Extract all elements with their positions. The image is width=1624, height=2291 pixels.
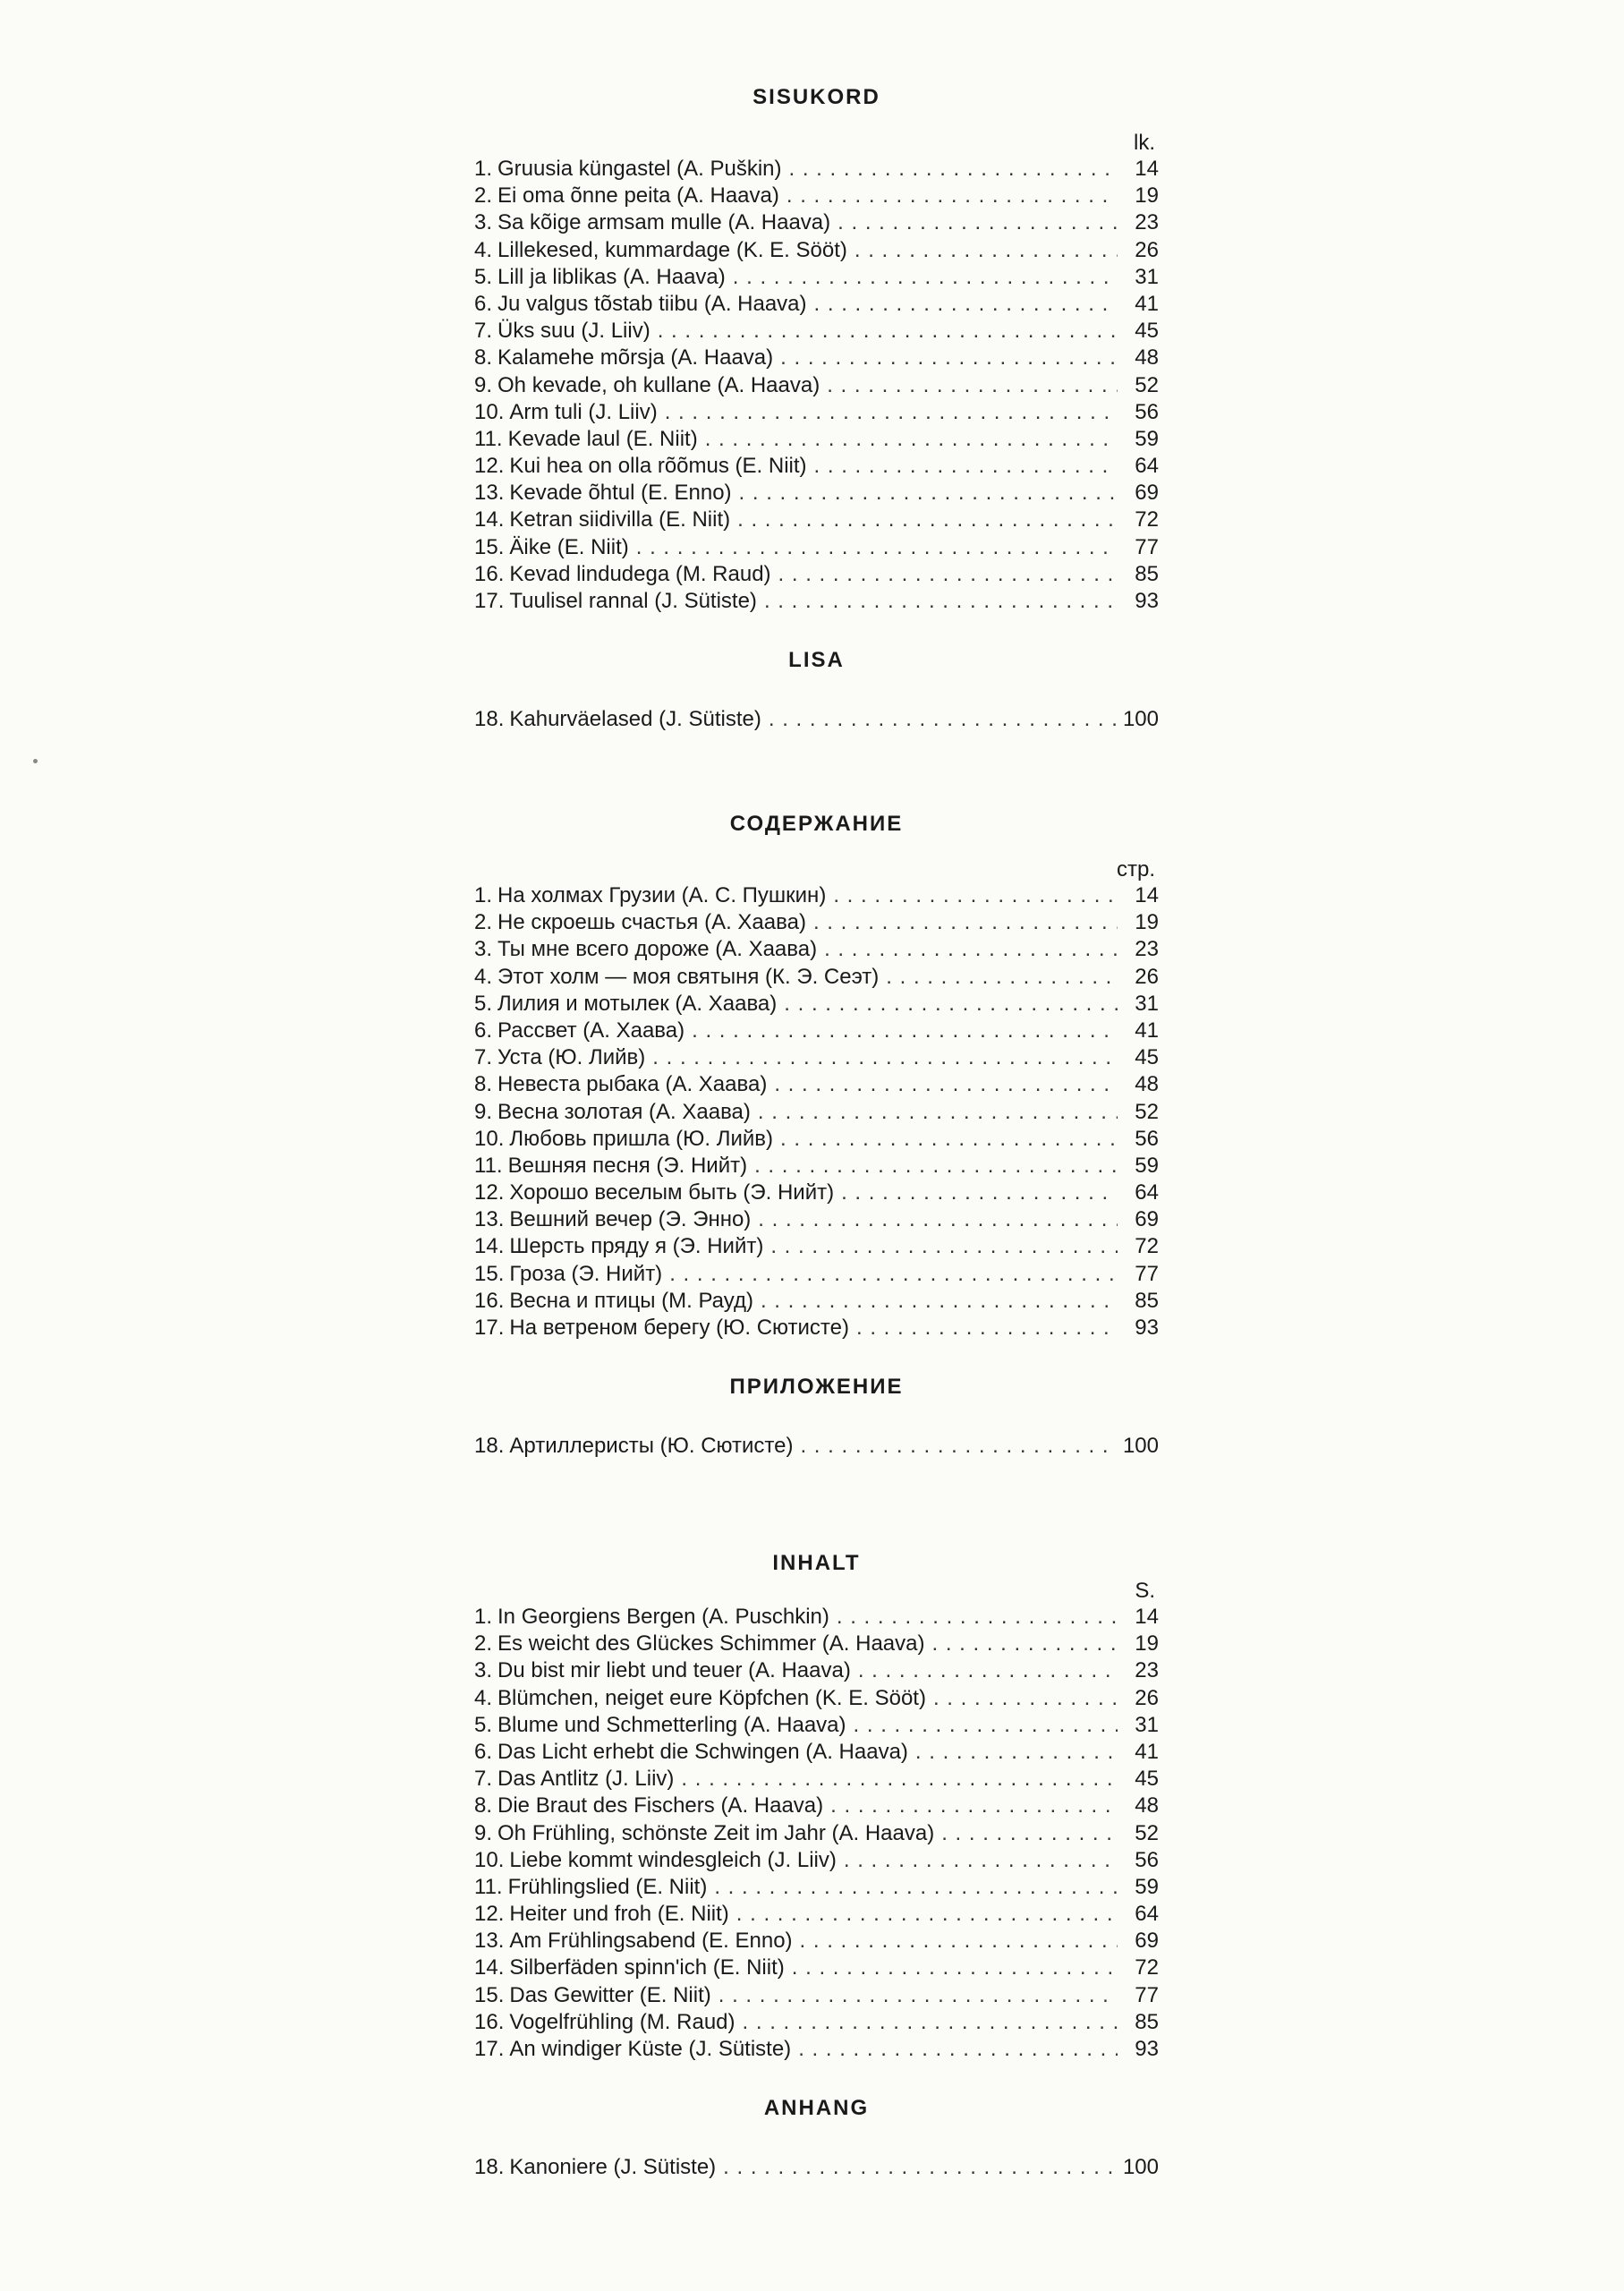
- dot-leader: [665, 399, 1118, 426]
- entry-title: Gruusia küngastel (A. Puškin): [497, 157, 782, 181]
- dot-leader: [813, 909, 1118, 936]
- entry-title: In Georgiens Bergen (A. Puschkin): [497, 1605, 829, 1629]
- dot-leader: [636, 534, 1118, 561]
- entry-page-number: 77: [1135, 534, 1159, 559]
- entry-number: 9.: [474, 1099, 493, 1124]
- toc-entry: [474, 1712, 1159, 1739]
- appendix-list: [474, 706, 1159, 733]
- entry-number: 16.: [474, 1288, 505, 1313]
- entry-page-number: 52: [1135, 372, 1159, 397]
- entry-title: Oh kevade, oh kullane (A. Haava): [497, 372, 821, 397]
- toc-entry: [474, 1206, 1159, 1233]
- entry-title: Tuulisel rannal (J. Sütiste): [509, 589, 757, 613]
- entry-page-number: 85: [1135, 2009, 1159, 2034]
- dot-leader: [780, 1126, 1118, 1153]
- entry-title: Am Frühlingsabend (E. Enno): [509, 1929, 793, 1954]
- entry-page-number: 72: [1135, 1234, 1159, 1259]
- entry-page-number: 56: [1135, 1126, 1159, 1151]
- entry-title: Шерсть пряду я (Э. Нийт): [509, 1234, 764, 1259]
- entry-page-number: 59: [1135, 1874, 1159, 1899]
- entry-number: 2.: [474, 910, 493, 935]
- entry-title: Lill ja liblikas (A. Haava): [497, 264, 726, 289]
- entry-title: Silberfäden spinn'ich (E. Niit): [509, 1955, 785, 1980]
- entry-title: Es weicht des Glückes Schimmer (A. Haava): [497, 1631, 925, 1657]
- appendix-list: [474, 2154, 1159, 2181]
- dot-leader: [858, 1657, 1118, 1684]
- toc-entry: [474, 1180, 1159, 1206]
- toc-entry: [474, 991, 1159, 1018]
- entry-number: 14.: [474, 507, 505, 532]
- toc-section-russian: [474, 811, 1159, 1460]
- dot-leader: [761, 1288, 1118, 1315]
- entry-page-number: 23: [1135, 210, 1159, 235]
- toc-entry: [474, 1901, 1159, 1928]
- toc-entry: [474, 372, 1159, 399]
- appendix-heading: ПРИЛОЖЕНИЕ: [729, 1375, 904, 1400]
- entry-title: Уста (Ю. Лийв): [497, 1045, 646, 1070]
- dot-leader: [669, 1261, 1118, 1288]
- dot-leader: [933, 1685, 1118, 1712]
- entry-page-number: 64: [1135, 1902, 1159, 1927]
- dot-leader: [800, 1433, 1115, 1460]
- toc-entry: [474, 534, 1159, 561]
- dot-leader: [718, 1982, 1118, 2009]
- entry-title: Не скроешь счастья (А. Хаава): [497, 910, 806, 935]
- entry-number: 17.: [474, 2037, 505, 2061]
- dot-leader: [784, 991, 1118, 1018]
- dot-leader: [705, 426, 1118, 453]
- entry-number: 13.: [474, 1207, 505, 1232]
- entry-page-number: 41: [1135, 1739, 1159, 1764]
- entry-page-number: 59: [1135, 1153, 1159, 1178]
- appendix-heading: ANHANG: [763, 2096, 870, 2121]
- toc-entry: [474, 561, 1159, 588]
- toc-entry: [474, 2036, 1159, 2063]
- entry-title: Любовь пришла (Ю. Лийв): [509, 1126, 774, 1151]
- entry-number: 4.: [474, 237, 493, 262]
- toc-entry: [474, 1657, 1159, 1684]
- entry-page-number: 72: [1135, 507, 1159, 532]
- entry-number: 4.: [474, 964, 493, 989]
- toc-entry: [474, 1766, 1159, 1793]
- entry-title: Kalamehe mõrsja (A. Haava): [497, 345, 774, 370]
- entry-title: Frühlingslied (E. Niit): [507, 1874, 708, 1899]
- entry-number: 1.: [474, 883, 493, 907]
- entry-page-number: 85: [1135, 1288, 1159, 1313]
- entry-number: 7.: [474, 1045, 493, 1070]
- entry-number: 18.: [474, 1434, 505, 1459]
- entry-title: Лилия и мотылек (А. Хаава): [497, 991, 778, 1016]
- dot-leader: [737, 507, 1118, 533]
- entry-number: 2.: [474, 183, 493, 209]
- entry-title: Ei oma õnne peita (A. Haava): [497, 183, 779, 209]
- entry-number: 12.: [474, 1902, 505, 1927]
- dot-leader: [838, 209, 1118, 236]
- entry-title: Рассвет (А. Хаава): [497, 1018, 685, 1043]
- entry-title: Весна и птицы (М. Рауд): [509, 1288, 753, 1313]
- entry-page-number: 48: [1135, 1072, 1159, 1097]
- dot-leader: [844, 1847, 1118, 1874]
- toc-entry: [474, 1153, 1159, 1180]
- entry-number: 8.: [474, 345, 493, 370]
- dot-leader: [841, 1180, 1118, 1206]
- toc-entry: [474, 209, 1159, 236]
- dot-leader: [854, 1712, 1118, 1739]
- entry-number: 9.: [474, 1820, 493, 1845]
- entry-number: 5.: [474, 264, 493, 289]
- entry-title: Das Antlitz (J. Liiv): [497, 1767, 675, 1792]
- entry-number: 7.: [474, 319, 493, 344]
- entry-page-number: 100: [1122, 2155, 1159, 2180]
- dot-leader: [856, 1315, 1118, 1341]
- entry-number: 18.: [474, 2155, 505, 2180]
- toc-entry: [474, 1793, 1159, 1819]
- dot-leader: [941, 1820, 1118, 1847]
- dot-leader: [758, 1206, 1118, 1233]
- toc-list: [474, 156, 1159, 615]
- entry-title: На ветреном берегу (Ю. Сютисте): [509, 1316, 849, 1340]
- entry-number: 5.: [474, 1712, 493, 1737]
- entry-page-number: 77: [1135, 1982, 1159, 2007]
- entry-number: 13.: [474, 481, 505, 506]
- entry-title: Die Braut des Fischers (A. Haava): [497, 1793, 824, 1818]
- toc-entry: [474, 264, 1159, 291]
- entry-page-number: 19: [1135, 183, 1159, 209]
- entry-page-number: 31: [1135, 1712, 1159, 1737]
- toc-entry: [474, 882, 1159, 909]
- entry-page-number: 100: [1122, 707, 1159, 732]
- entry-number: 15.: [474, 1982, 505, 2007]
- entry-page-number: 41: [1135, 1018, 1159, 1043]
- toc-entry: [474, 183, 1159, 209]
- entry-page-number: 48: [1135, 345, 1159, 370]
- section-heading: СОДЕРЖАНИЕ: [729, 812, 904, 836]
- entry-title: Kahurväelased (J. Sütiste): [509, 707, 761, 732]
- entry-page-number: 31: [1135, 991, 1159, 1016]
- entry-page-number: 14: [1135, 1605, 1159, 1629]
- toc-entry: [474, 1261, 1159, 1288]
- entry-number: 15.: [474, 534, 505, 559]
- toc-entry: [474, 706, 1159, 733]
- page-unit-label: lk.: [1134, 131, 1155, 155]
- toc-entry: [474, 1233, 1159, 1260]
- entry-title: Das Gewitter (E. Niit): [509, 1982, 711, 2007]
- entry-page-number: 26: [1135, 964, 1159, 989]
- dot-leader: [758, 1099, 1118, 1126]
- entry-title: На холмах Грузии (А. С. Пушкин): [497, 883, 827, 907]
- entry-title: Ketran siidivilla (E. Niit): [509, 507, 731, 532]
- dot-leader: [886, 964, 1118, 991]
- entry-page-number: 45: [1135, 1767, 1159, 1792]
- entry-page-number: 93: [1135, 589, 1159, 613]
- entry-number: 2.: [474, 1631, 493, 1657]
- dot-leader: [769, 706, 1116, 733]
- entry-title: Kui hea on olla rõõmus (E. Niit): [509, 454, 807, 479]
- dot-leader: [830, 1793, 1118, 1819]
- toc-entry: [474, 909, 1159, 936]
- page-unit-label: S.: [1135, 1579, 1155, 1603]
- dot-leader: [932, 1631, 1118, 1657]
- toc-entry: [474, 1874, 1159, 1901]
- entry-number: 11.: [474, 1874, 503, 1899]
- toc-entry: [474, 1099, 1159, 1126]
- entry-number: 6.: [474, 291, 493, 316]
- appendix-list: [474, 1433, 1159, 1460]
- entry-page-number: 85: [1135, 561, 1159, 586]
- entry-page-number: 26: [1135, 1685, 1159, 1710]
- entry-page-number: 69: [1135, 481, 1159, 506]
- entry-title: Üks suu (J. Liiv): [497, 319, 650, 344]
- dot-leader: [733, 264, 1118, 291]
- toc-entry: [474, 507, 1159, 533]
- entry-page-number: 93: [1135, 2037, 1159, 2061]
- toc-entry: [474, 399, 1159, 426]
- entry-title: Oh Frühling, schönste Zeit im Jahr (A. Haava): [497, 1820, 935, 1845]
- entry-number: 12.: [474, 1180, 505, 1205]
- entry-title: Blümchen, neiget eure Köpfchen (K. E. Sööt): [497, 1685, 926, 1710]
- entry-number: 11.: [474, 1153, 503, 1178]
- toc-entry: [474, 237, 1159, 264]
- entry-page-number: 45: [1135, 1045, 1159, 1070]
- toc-entry: [474, 1820, 1159, 1847]
- entry-title: Вешний вечер (Э. Энно): [509, 1207, 752, 1232]
- toc-section-german: [474, 1550, 1159, 2181]
- entry-page-number: 23: [1135, 937, 1159, 962]
- entry-number: 3.: [474, 210, 493, 235]
- entry-page-number: 41: [1135, 291, 1159, 316]
- entry-title: Артиллеристы (Ю. Сютисте): [509, 1434, 794, 1459]
- entry-title: Arm tuli (J. Liiv): [509, 399, 658, 424]
- entry-title: Kevade õhtul (E. Enno): [509, 481, 732, 506]
- toc-entry: [474, 1982, 1159, 2009]
- entry-page-number: 45: [1135, 319, 1159, 344]
- dot-leader: [652, 1044, 1118, 1071]
- dot-leader: [814, 291, 1118, 318]
- dot-leader: [754, 1153, 1118, 1180]
- entry-title: Vogelfrühling (M. Raud): [509, 2009, 735, 2034]
- entry-page-number: 72: [1135, 1955, 1159, 1980]
- entry-title: Хорошо веселым быть (Э. Нийт): [509, 1180, 835, 1205]
- entry-page-number: 69: [1135, 1929, 1159, 1954]
- toc-list: [474, 882, 1159, 1341]
- toc-entry: [474, 964, 1159, 991]
- entry-page-number: 93: [1135, 1316, 1159, 1340]
- toc-entry: [474, 345, 1159, 371]
- entry-number: 1.: [474, 157, 493, 181]
- entry-number: 9.: [474, 372, 493, 397]
- toc-entry: [474, 936, 1159, 963]
- entry-page-number: 56: [1135, 1847, 1159, 1872]
- entry-page-number: 56: [1135, 399, 1159, 424]
- entry-title: Das Licht erhebt die Schwingen (A. Haava): [497, 1739, 908, 1764]
- entry-title: Kanoniere (J. Sütiste): [509, 2155, 717, 2180]
- entry-number: 17.: [474, 589, 505, 613]
- entry-number: 8.: [474, 1072, 493, 1097]
- entry-number: 3.: [474, 937, 493, 962]
- dot-leader: [723, 2154, 1116, 2181]
- entry-page-number: 19: [1135, 910, 1159, 935]
- dot-leader: [778, 561, 1118, 588]
- toc-entry: [474, 480, 1159, 507]
- entry-title: Sa kõige armsam mulle (A. Haava): [497, 210, 831, 235]
- entry-number: 16.: [474, 561, 505, 586]
- dot-leader: [798, 2036, 1118, 2063]
- entry-number: 16.: [474, 2009, 505, 2034]
- entry-number: 4.: [474, 1685, 493, 1710]
- toc-entry: [474, 1018, 1159, 1044]
- dot-leader: [789, 156, 1118, 183]
- toc-entry: [474, 1604, 1159, 1631]
- entry-page-number: 100: [1122, 1434, 1159, 1459]
- entry-number: 3.: [474, 1658, 493, 1683]
- entry-page-number: 31: [1135, 264, 1159, 289]
- dot-leader: [774, 1071, 1118, 1098]
- dot-leader: [692, 1018, 1118, 1044]
- dot-leader: [827, 372, 1118, 399]
- dot-leader: [770, 1233, 1118, 1260]
- entry-title: Heiter und froh (E. Niit): [509, 1902, 729, 1927]
- section-heading: SISUKORD: [752, 85, 880, 109]
- toc-list: [474, 1604, 1159, 2063]
- dot-leader: [837, 1604, 1118, 1631]
- dot-leader: [714, 1874, 1118, 1901]
- dot-leader: [824, 936, 1118, 963]
- entry-page-number: 14: [1135, 157, 1159, 181]
- entry-page-number: 64: [1135, 454, 1159, 479]
- dot-leader: [833, 882, 1118, 909]
- toc-entry: [474, 1847, 1159, 1874]
- dot-leader: [855, 237, 1118, 264]
- entry-title: Äike (E. Niit): [509, 534, 629, 559]
- entry-number: 17.: [474, 1316, 505, 1340]
- toc-entry: [474, 1685, 1159, 1712]
- toc-entry: [474, 1044, 1159, 1071]
- entry-page-number: 59: [1135, 426, 1159, 451]
- toc-entry: [474, 318, 1159, 345]
- entry-title: Гроза (Э. Нийт): [509, 1261, 663, 1286]
- entry-title: Liebe kommt windesgleich (J. Liiv): [509, 1847, 837, 1872]
- entry-title: Невеста рыбака (А. Хаава): [497, 1072, 768, 1097]
- entry-title: Kevade laul (E. Niit): [507, 426, 698, 451]
- entry-title: Du bist mir liebt und teuer (A. Haava): [497, 1658, 851, 1683]
- entry-page-number: 14: [1135, 883, 1159, 907]
- dot-leader: [800, 1928, 1118, 1955]
- dot-leader: [743, 2009, 1118, 2036]
- entry-page-number: 69: [1135, 1207, 1159, 1232]
- dot-leader: [780, 345, 1118, 371]
- entry-number: 13.: [474, 1929, 505, 1954]
- entry-number: 15.: [474, 1261, 505, 1286]
- entry-title: Весна золотая (А. Хаава): [497, 1099, 751, 1124]
- entry-number: 14.: [474, 1234, 505, 1259]
- entry-number: 6.: [474, 1739, 493, 1764]
- toc-entry: [474, 2009, 1159, 2036]
- entry-page-number: 19: [1135, 1631, 1159, 1657]
- dot-leader: [814, 453, 1118, 480]
- toc-entry: [474, 1433, 1159, 1460]
- toc-section-estonian: [474, 84, 1159, 733]
- entry-number: 7.: [474, 1767, 493, 1792]
- entry-title: Blume und Schmetterling (A. Haava): [497, 1712, 846, 1737]
- entry-number: 5.: [474, 991, 493, 1016]
- section-heading: INHALT: [772, 1551, 861, 1575]
- entry-number: 10.: [474, 399, 505, 424]
- entry-title: Kevad lindudega (M. Raud): [509, 561, 771, 586]
- toc-entry: [474, 1126, 1159, 1153]
- entry-number: 6.: [474, 1018, 493, 1043]
- toc-entry: [474, 1928, 1159, 1955]
- toc-entry: [474, 2154, 1159, 2181]
- entry-number: 8.: [474, 1793, 493, 1818]
- entry-title: An windiger Küste (J. Sütiste): [509, 2037, 792, 2061]
- toc-entry: [474, 588, 1159, 615]
- dot-leader: [681, 1766, 1118, 1793]
- paper-speck: [33, 759, 38, 763]
- entry-page-number: 64: [1135, 1180, 1159, 1205]
- toc-entry: [474, 1631, 1159, 1657]
- entry-page-number: 26: [1135, 237, 1159, 262]
- entry-title: Ты мне всего дороже (А. Хаава): [497, 937, 818, 962]
- entry-title: Вешняя песня (Э. Нийт): [507, 1153, 748, 1178]
- entry-number: 10.: [474, 1126, 505, 1151]
- entry-number: 14.: [474, 1955, 505, 1980]
- toc-entry: [474, 1955, 1159, 1981]
- toc-entry: [474, 291, 1159, 318]
- entry-page-number: 52: [1135, 1099, 1159, 1124]
- entry-number: 1.: [474, 1605, 493, 1629]
- entry-title: Этот холм — моя святыня (К. Э. Сеэт): [497, 964, 880, 989]
- entry-number: 11.: [474, 426, 503, 451]
- entry-page-number: 77: [1135, 1261, 1159, 1286]
- entry-page-number: 23: [1135, 1658, 1159, 1683]
- dot-leader: [739, 480, 1118, 507]
- toc-entry: [474, 156, 1159, 183]
- appendix-heading: LISA: [788, 648, 845, 673]
- entry-page-number: 48: [1135, 1793, 1159, 1818]
- entry-page-number: 52: [1135, 1820, 1159, 1845]
- entry-number: 10.: [474, 1847, 505, 1872]
- entry-number: 12.: [474, 454, 505, 479]
- page-unit-label: стр.: [1116, 857, 1155, 881]
- entry-number: 18.: [474, 707, 505, 732]
- dot-leader: [658, 318, 1118, 345]
- toc-entry: [474, 1739, 1159, 1766]
- dot-leader: [915, 1739, 1118, 1766]
- dot-leader: [736, 1901, 1118, 1928]
- entry-title: Lillekesed, kummardage (K. E. Sööt): [497, 237, 847, 262]
- dot-leader: [792, 1955, 1118, 1981]
- dot-leader: [764, 588, 1118, 615]
- toc-entry: [474, 1071, 1159, 1098]
- toc-entry: [474, 453, 1159, 480]
- dot-leader: [786, 183, 1118, 209]
- toc-entry: [474, 426, 1159, 453]
- entry-title: Ju valgus tõstab tiibu (A. Haava): [497, 291, 807, 316]
- toc-entry: [474, 1315, 1159, 1341]
- toc-entry: [474, 1288, 1159, 1315]
